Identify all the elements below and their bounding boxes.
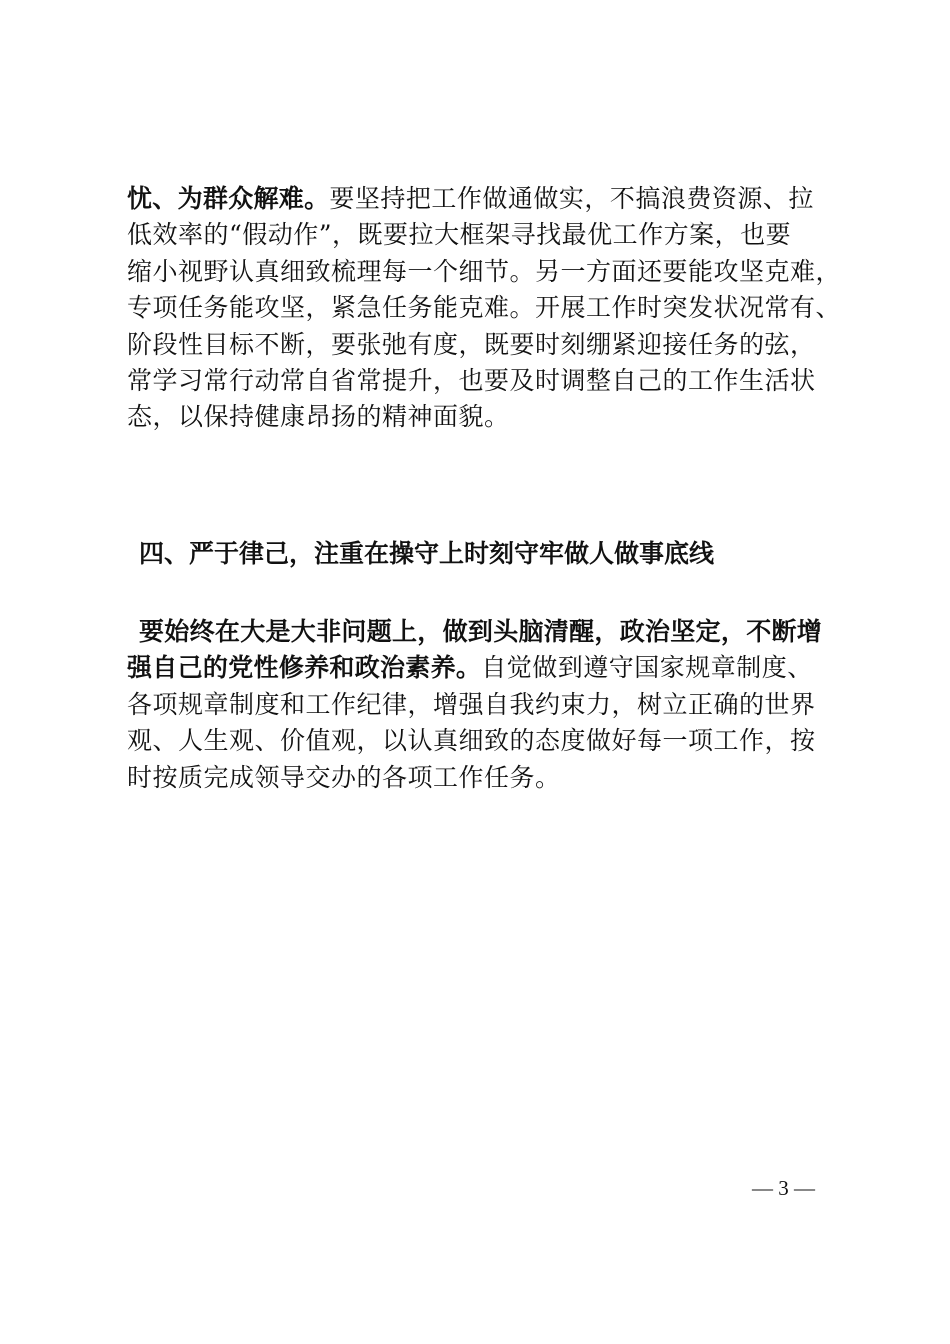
paragraph-line: 常学习常行动常自省常提升，也要及时调整自己的工作生活状 bbox=[127, 365, 816, 395]
paragraph-line bbox=[127, 650, 827, 686]
paragraph-line: 低效率的“假动作”，既要拉大框架寻找最优工作方案，也要 bbox=[127, 220, 792, 250]
bold-phrase: 忧、为群众解难。 bbox=[127, 184, 330, 213]
paragraph-line: 时按质完成领导交办的各项工作任务。 bbox=[127, 762, 561, 792]
page-number: — 3 — bbox=[752, 1176, 815, 1200]
paragraph-line bbox=[127, 181, 827, 217]
bold-phrase: 强自己的党性修养和政治素养。 bbox=[127, 653, 482, 683]
paragraph-section-three-continued bbox=[127, 181, 842, 436]
paragraph-section-four bbox=[127, 614, 827, 796]
section-heading: 四、严于律己，注重在操守上时刻守牢做人做事底线 bbox=[139, 539, 715, 568]
text-run: 自觉做到遵守国家规章制度、 bbox=[481, 653, 813, 683]
paragraph-line: 缩小视野认真细致梳理每一个细节。另一方面还要能攻坚克难， bbox=[127, 256, 842, 286]
paragraph-line: 专项任务能攻坚，紧急任务能克难。开展工作时突发状况常有、 bbox=[127, 293, 842, 323]
paragraph-line: 要始终在大是大非问题上，做到头脑清醒，政治坚定，不断增 bbox=[139, 617, 823, 646]
text-run: 要坚持把工作做通做实，不搞浪费资源、拉 bbox=[329, 184, 814, 213]
paragraph-line: 态，以保持健康昂扬的精神面貌。 bbox=[127, 402, 510, 432]
paragraph-line: 阶段性目标不断，要张弛有度，既要时刻绷紧迎接任务的弦， bbox=[127, 329, 816, 359]
paragraph-line: 各项规章制度和工作纪律，增强自我约束力，树立正确的世界 bbox=[127, 689, 816, 719]
paragraph-line: 观、人生观、价值观，以认真细致的态度做好每一项工作，按 bbox=[127, 726, 816, 756]
